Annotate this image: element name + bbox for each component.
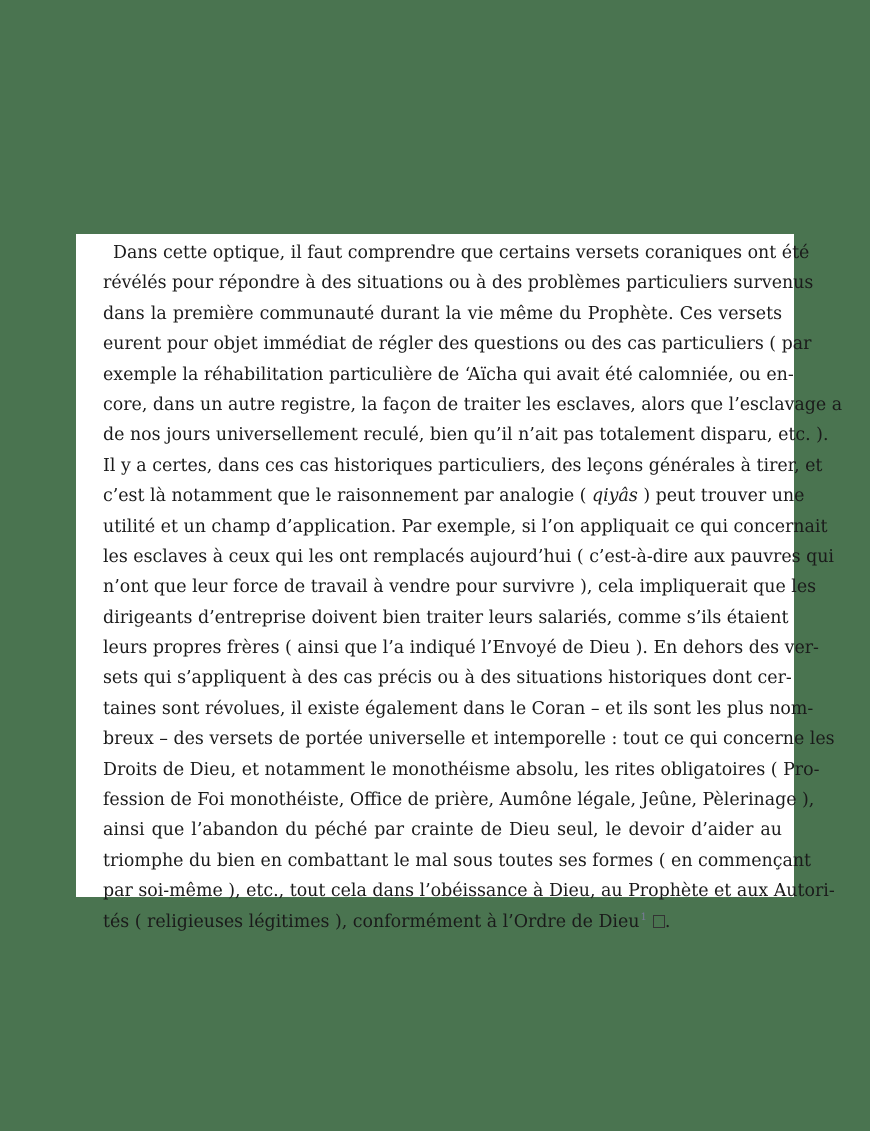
text-line: triomphe du bien en combattant le mal sous toutes ses formes ( en commençant [103, 850, 812, 871]
text-line: révélés pour répondre à des situations ou à des problèmes particuliers survenus [103, 273, 814, 294]
end-of-paragraph-mark [653, 915, 665, 928]
text-line: taines sont révolues, il existe également dans le Coran – et ils sont les plus nom- [103, 698, 814, 719]
document-page [76, 234, 843, 932]
text-line: exemple la réhabilitation particulière de ‘Aïcha qui avait été calomniée, ou en- [103, 364, 794, 385]
text-line: dirigeants d’entreprise doivent bien traiter leurs salariés, comme s’ils étaient [103, 607, 789, 628]
text-line: les esclaves à ceux qui les ont remplacés aujourd’hui ( c’est-à-dire aux pauvres qui [103, 546, 834, 567]
text-line [103, 481, 805, 511]
text-segment: c’est là notamment que le raisonnement par analogie ( [103, 486, 592, 507]
text-line: Droits de Dieu, et notamment le monothéisme absolu, les rites obligatoires ( Pro- [103, 759, 820, 780]
italic-term: qiyâs [591, 486, 638, 507]
text-line: par soi-même ), etc., tout cela dans l’obéissance à Dieu, au Prophète et aux Autori- [103, 881, 835, 902]
footnote-reference[interactable]: 1 [640, 911, 647, 923]
text-line: sets qui s’appliquent à des cas précis ou à des situations historiques dont cer- [103, 668, 792, 689]
text-line: de nos jours universellement reculé, bien qu’il n’ait pas totalement disparu, etc. ). [103, 425, 829, 446]
text-line: dans la première communauté durant la vie même du Prophète. Ces versets [103, 303, 782, 324]
text-segment: tés ( religieuses légitimes ), conformément à l’Ordre de Dieu [103, 911, 640, 932]
text-line: Dans cette optique, il faut comprendre que certains versets coraniques ont été [113, 243, 810, 263]
text-line: ainsi que l’abandon du péché par crainte de Dieu seul, le devoir d’aider au [103, 820, 782, 841]
text-line: utilité et un champ d’application. Par exemple, si l’on appliquait ce qui concernait [103, 516, 828, 537]
text-line: core, dans un autre registre, la façon de traiter les esclaves, alors que l’esclavage a [103, 394, 843, 415]
text-line: Il y a certes, dans ces cas historiques particuliers, des leçons générales à tirer, et [103, 455, 823, 476]
text-line: eurent pour objet immédiat de régler des questions ou des cas particuliers ( par [103, 334, 812, 355]
text-line: fession de Foi monothéiste, Office de prière, Aumône légale, Jeûne, Pèlerinage ), [103, 790, 815, 811]
text-line: n’ont que leur force de travail à vendre pour survivre ), cela impliquerait que les [103, 577, 817, 598]
text-line: breux – des versets de portée universelle et intemporelle : tout ce qui concerne les [103, 729, 835, 750]
text-line: leurs propres frères ( ainsi que l’a indiqué l’Envoyé de Dieu ). En dehors des ver- [103, 638, 819, 659]
text-segment: ) peut trouver une [637, 486, 805, 507]
text-line: tés ( religieuses légitimes ), conformément à l’Ordre de Dieu$^1$ . [103, 911, 671, 932]
